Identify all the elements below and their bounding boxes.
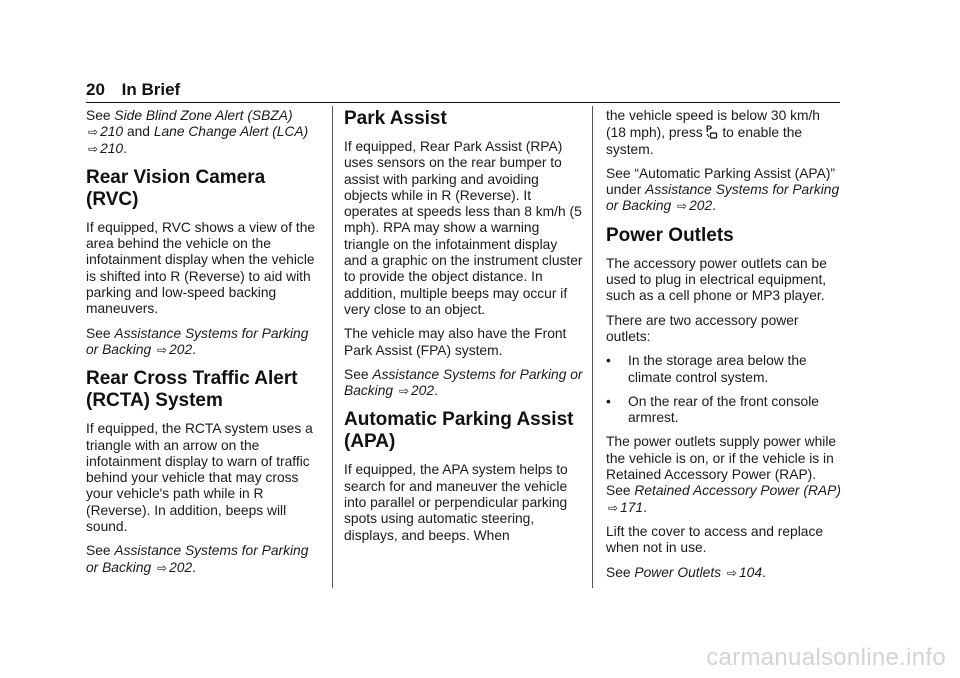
- rcta-reference: See Assistance Systems for Parking or Backing ⇨ 202.: [86, 543, 309, 575]
- watermark: carmanualsonline.info: [706, 644, 946, 671]
- lca-link[interactable]: Lane Change Alert (LCA): [153, 124, 309, 140]
- page-header: [86, 80, 180, 100]
- sbza-lca-reference: See Side Blind Zone Alert (SBZA) ⇨ 210 and Lane Change Alert (LCA) ⇨ 210.: [86, 108, 309, 156]
- park-assist-page-ref[interactable]: 202: [411, 383, 435, 399]
- column-divider-1: [332, 106, 333, 588]
- sbza-link[interactable]: Side Blind Zone Alert (SBZA): [114, 108, 293, 123]
- column-2: [344, 108, 584, 552]
- power-outlets-page-ref[interactable]: 104: [738, 564, 762, 580]
- rvc-heading: Rear Vision Camera (RVC): [86, 166, 266, 210]
- rcta-link[interactable]: Assistance Systems for Parking or Backing: [86, 543, 309, 575]
- bullet-icon: •: [606, 393, 611, 409]
- rcta-body: If equipped, the RCTA system uses a triangle with an arrow on the infotainment display to warn of traffic behind your vehicle that may cross your vehicle's path while in R (Reverse). In addition, beeps will sound.: [86, 421, 313, 535]
- page-ref-arrow-icon: ⇨: [157, 342, 168, 357]
- fpa-body: The vehicle may also have the Front Park Assist (FPA) system.: [344, 326, 567, 358]
- page-ref-arrow-icon: ⇨: [88, 141, 99, 156]
- power-outlets-link[interactable]: Power Outlets: [634, 564, 722, 580]
- page-number: 20: [86, 80, 105, 99]
- column-3: [606, 108, 842, 589]
- svg-text:P: P: [706, 124, 713, 135]
- page-ref-arrow-icon: ⇨: [88, 125, 99, 140]
- power-outlets-body-1: The accessory power outlets can be used to plug in electrical equipment, such as a cell phone or MP3 player.: [606, 255, 827, 304]
- rap-link[interactable]: Retained Accessory Power (RAP): [634, 483, 841, 499]
- lca-page-ref[interactable]: 210: [100, 140, 124, 156]
- header-divider: [86, 102, 840, 103]
- rvc-reference: See Assistance Systems for Parking or Backing ⇨ 202.: [86, 325, 309, 357]
- rap-page-ref[interactable]: 171: [620, 499, 644, 515]
- apa-page-ref[interactable]: 202: [689, 198, 713, 214]
- power-outlets-body-2: There are two accessory power outlets:: [606, 312, 799, 344]
- apa-heading: Automatic Parking Assist (APA): [344, 409, 574, 453]
- section-title: In Brief: [121, 80, 181, 99]
- park-assist-reference: See Assistance Systems for Parking or Backing ⇨ 202.: [344, 366, 583, 399]
- column-divider-2: [592, 106, 593, 588]
- apa-body: If equipped, the APA system helps to search for and maneuver the vehicle into parallel or perpendicular parking spots using automatic steering, displays, and beeps. When: [344, 462, 568, 543]
- apa-reference: See “Automatic Parking Assist (APA)” under Assistance Systems for Parking or Backing ⇨ 202.: [606, 165, 840, 214]
- rcta-heading: Rear Cross Traffic Alert (RCTA) System: [86, 368, 298, 412]
- apa-continued-body: the vehicle speed is below 30 km/h (18 mph), press P to enable the system.: [606, 108, 820, 157]
- page-ref-arrow-icon: ⇨: [157, 560, 168, 575]
- bullet-icon: •: [606, 353, 611, 369]
- page-ref-arrow-icon: ⇨: [677, 199, 688, 214]
- rvc-link[interactable]: Assistance Systems for Parking or Backing: [86, 325, 309, 357]
- page-ref-arrow-icon: ⇨: [398, 384, 409, 399]
- list-item: • On the rear of the front console armrest.: [606, 393, 819, 426]
- rcta-page-ref[interactable]: 202: [169, 559, 193, 575]
- column-1: [86, 108, 322, 584]
- rvc-body: If equipped, RVC shows a view of the area behind the vehicle on the infotainment display when the vehicle is shifted into R (Reverse) to aid with parking and low-speed backing maneuvers.: [86, 219, 316, 317]
- page-ref-arrow-icon: ⇨: [608, 500, 619, 515]
- park-assist-link[interactable]: Assistance Systems for Parking or Backing: [344, 366, 583, 399]
- list-item: • In the storage area below the climate control system.: [606, 353, 807, 385]
- parking-assist-icon: [706, 124, 718, 139]
- power-outlets-heading: Power Outlets: [606, 224, 734, 246]
- sbza-page-ref[interactable]: 210: [100, 124, 124, 140]
- park-assist-body: If equipped, Rear Park Assist (RPA) uses sensors on the rear bumper to assist with parking and avoiding objects while in R (Reverse). It operates at speeds less than 8 km/h (5 mph). RPA may show a warning triangle on the infotainment display and a graphic on the instrument cluster to provide the object distance. In addition, multiple beeps may occur if very close to an object.: [344, 139, 583, 317]
- rvc-page-ref[interactable]: 202: [169, 341, 193, 357]
- park-assist-heading: Park Assist: [344, 108, 447, 129]
- power-outlets-body-4: Lift the cover to access and replace when not in use.: [606, 523, 824, 556]
- apa-link[interactable]: Assistance Systems for Parking or Backing: [606, 182, 840, 214]
- power-outlets-reference: See Power Outlets ⇨ 104.: [606, 564, 766, 580]
- power-outlets-body-3: The power outlets supply power while the vehicle is on, or if the vehicle is in Retained Accessory Power (RAP). See Retained Accessory Power (RAP) ⇨ 171.: [606, 434, 841, 515]
- page-ref-arrow-icon: ⇨: [726, 565, 737, 580]
